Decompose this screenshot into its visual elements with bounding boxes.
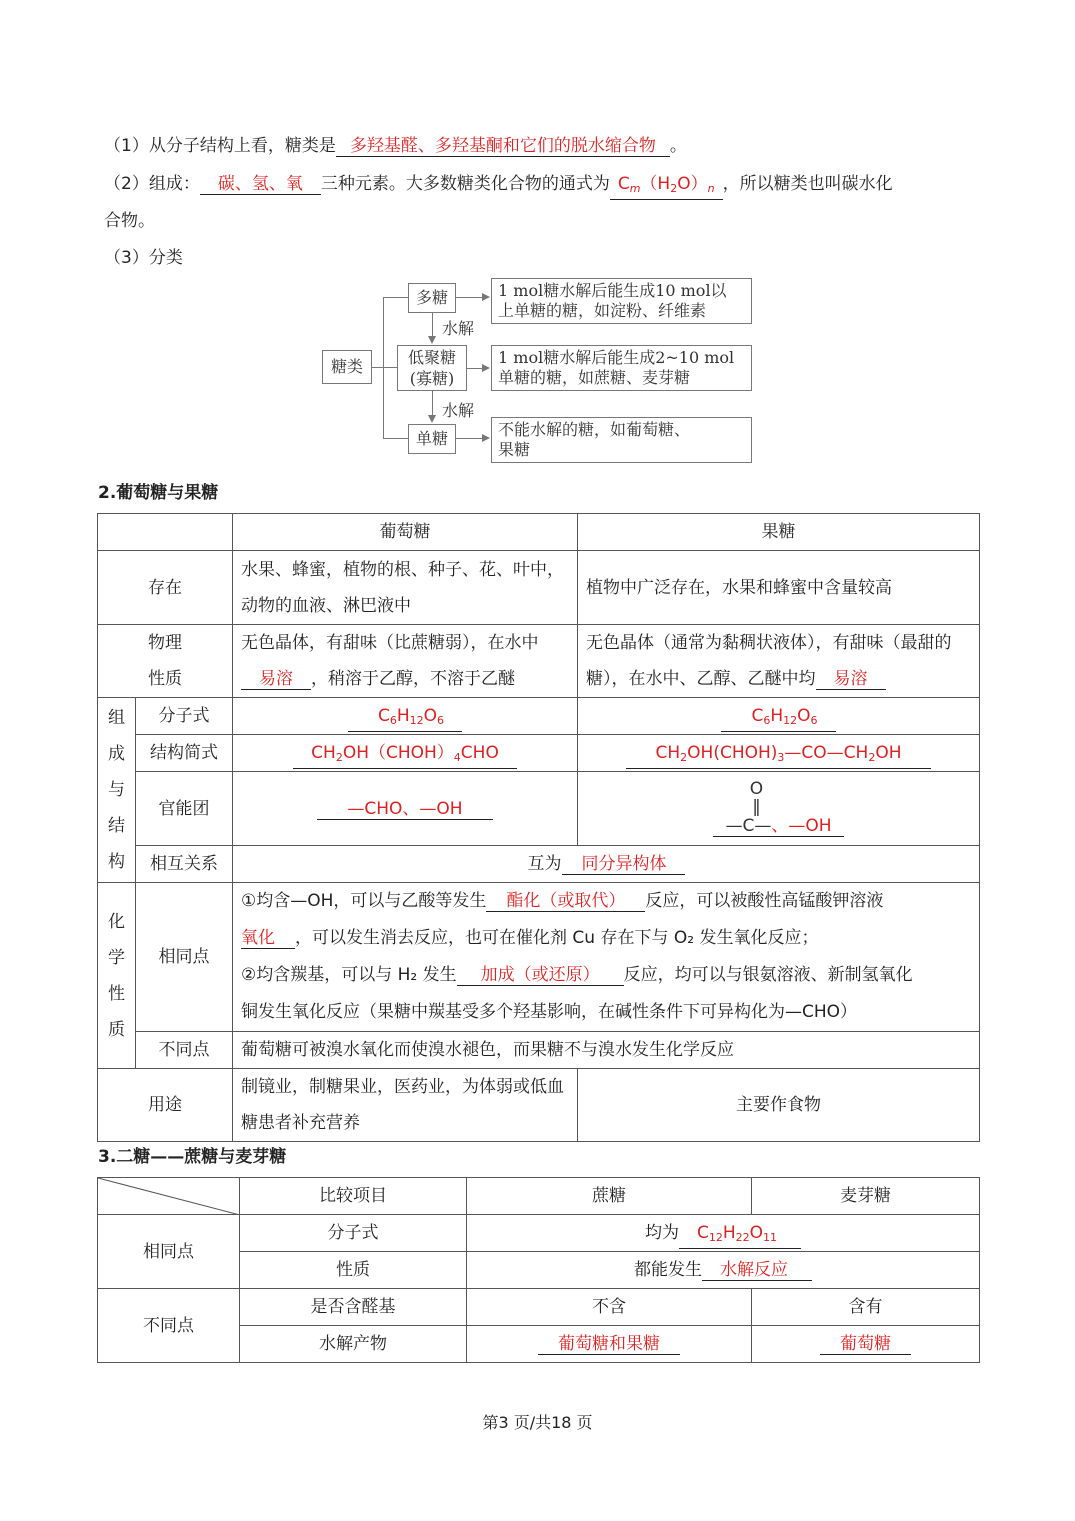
cell-text: 无色晶体（通常为黏稠状液体），有甜味（最甜的糖），在水中、乙醇、乙醚中均 xyxy=(586,633,952,689)
formula-fructose xyxy=(578,698,980,735)
desc-text: 单糖的糖，如蔗糖、麦芽糖 xyxy=(498,368,691,387)
diagonal-header xyxy=(98,1178,240,1215)
diff-properties: 葡萄糖可被溴水氧化而使溴水褪色，而果糖不与溴水发生化学反应 xyxy=(233,1032,980,1069)
answer-blank: $CH_2OH(CHOH)_3—CO—CH_2OH$ xyxy=(626,743,932,769)
label-line: 性质 xyxy=(148,669,182,689)
answer-blank: $C_6H_{12}O_6$ xyxy=(348,706,462,732)
monosaccharide-box: 单糖 xyxy=(408,424,456,454)
connector xyxy=(456,438,482,439)
aldehyde-maltose: 含有 xyxy=(752,1289,980,1326)
cell-text: 铜发生氧化反应（果糖中羰基受多个羟基影响，在碱性条件下可异构化为—CHO） xyxy=(241,1002,858,1022)
connector xyxy=(456,297,482,298)
desc-text: 1 mol糖水解后能生成10 mol以 xyxy=(498,281,727,300)
hydrolysis-label: 水解 xyxy=(442,319,475,338)
desc-box-poly xyxy=(491,278,752,324)
row-label-aldehyde: 是否含醛基 xyxy=(240,1289,467,1326)
fg-fructose xyxy=(578,772,980,846)
answer-blank: 易溶 xyxy=(816,669,886,690)
arrow-head-icon xyxy=(482,434,490,442)
row-label-functional-group: 官能团 xyxy=(136,772,233,846)
section-title: 2.葡萄糖与果糖 xyxy=(98,483,219,503)
cell-text: ②均含羰基，可以与 H₂ 发生 xyxy=(241,965,457,985)
group-label-same: 相同点 xyxy=(98,1215,240,1289)
answer-blank: 葡萄糖和果糖 xyxy=(538,1334,680,1355)
answer-blank: 氧化 xyxy=(241,928,295,949)
desc-text: 果糖 xyxy=(498,440,531,459)
physical-fructose xyxy=(578,625,980,698)
polysaccharide-box: 多糖 xyxy=(408,283,456,313)
header-glucose: 葡萄糖 xyxy=(233,514,578,551)
row-label-property: 性质 xyxy=(240,1252,467,1289)
header-item: 比较项目 xyxy=(240,1178,467,1215)
hydrolysis-arrow xyxy=(432,313,433,337)
formula-glucose xyxy=(233,698,578,735)
header-maltose: 麦芽糖 xyxy=(752,1178,980,1215)
arrow-head-icon xyxy=(428,336,436,344)
row-label-hydrolysis: 水解产物 xyxy=(240,1326,467,1363)
use-fructose: 主要作食物 xyxy=(578,1069,980,1142)
answer-blank: 葡萄糖 xyxy=(820,1334,911,1355)
answer-blank: 易溶 xyxy=(241,669,311,690)
structure-fructose xyxy=(578,735,980,772)
answer-blank: 酯化（或取代） xyxy=(486,891,645,912)
oligo-label: 低聚糖 xyxy=(407,348,456,367)
cell-text: ，稍溶于乙醇，不溶于乙醚 xyxy=(311,669,515,689)
root-box: 糖类 xyxy=(322,350,372,384)
carbonyl-bond: ‖ xyxy=(752,797,761,817)
cell-text: 反应，可以被酸性高锰酸钾溶液 xyxy=(645,891,884,911)
header-empty xyxy=(98,514,233,551)
row-label-structure: 结构简式 xyxy=(136,735,233,772)
intro-text: 三种元素。大多数糖类化合物的通式为 xyxy=(320,174,610,194)
glucose-fructose-table xyxy=(97,513,980,1142)
desc-box-mono xyxy=(491,417,752,463)
row-label-same: 相同点 xyxy=(136,883,233,1032)
hydrolysis-label: 水解 xyxy=(442,401,475,420)
hydrolysis-arrow xyxy=(432,391,433,416)
structure-glucose xyxy=(233,735,578,772)
answer-blank: —C—、—OH xyxy=(713,816,843,837)
connector xyxy=(383,297,408,298)
row-label-exist: 存在 xyxy=(98,551,233,625)
property-value xyxy=(467,1252,980,1289)
row-label-formula: 分子式 xyxy=(136,698,233,735)
intro-text: （2）组成： xyxy=(104,174,200,194)
cell-text: 无色晶体，有甜味（比蔗糖弱），在水中 xyxy=(241,633,539,653)
row-label-relation: 相互关系 xyxy=(136,846,233,883)
exist-fructose: 植物中广泛存在，水果和蜂蜜中含量较高 xyxy=(578,551,980,625)
answer-blank: 水解反应 xyxy=(702,1260,812,1281)
desc-text: 上单糖的糖，如淀粉、纤维素 xyxy=(498,301,707,320)
oligosaccharide-box xyxy=(397,345,467,391)
row-label-physical xyxy=(98,625,233,698)
intro-line-4: （3）分类 xyxy=(104,248,183,268)
cell-text: ，可以发生消去反应，也可在催化剂 Cu 存在下与 O₂ 发生氧化反应； xyxy=(295,928,819,948)
desc-text: 不能水解的糖，如葡萄糖、 xyxy=(498,420,691,439)
hydrolysis-sucrose xyxy=(467,1326,752,1363)
oligo-label-alt: (寡糖) xyxy=(409,369,455,388)
carbonyl-oxygen: O xyxy=(749,779,764,799)
section-title: 3.二糖——蔗糖与麦芽糖 xyxy=(98,1147,287,1167)
connector xyxy=(383,438,408,439)
use-glucose: 制镜业，制糖果业，医药业，为体弱或低血糖患者补充营养 xyxy=(233,1069,578,1142)
answer-blank: $C_6H_{12}O_6$ xyxy=(721,706,835,732)
group-label-chemical: 化学性质 xyxy=(98,883,136,1069)
answer-blank: $C_{12}H_{22}O_{11}$ xyxy=(679,1223,801,1249)
row-label-use: 用途 xyxy=(98,1069,233,1142)
fg-glucose xyxy=(233,772,578,846)
answer-blank: 多羟基醛、多羟基酮和它们的脱水缩合物 xyxy=(336,136,670,157)
cell-text: 都能发生 xyxy=(634,1260,702,1280)
answer-blank: 同分异构体 xyxy=(562,854,685,875)
header-sucrose: 蔗糖 xyxy=(467,1178,752,1215)
page-footer: 第3 页/共18 页 xyxy=(482,1413,593,1432)
answer-blank: —CHO、—OH xyxy=(317,799,492,820)
answer-blank: 加成（或还原） xyxy=(457,965,624,986)
arrow-head-icon xyxy=(482,364,490,372)
arrow-head-icon xyxy=(428,415,436,423)
cell-text: 互为 xyxy=(527,854,562,874)
group-label-composition: 组成与结构 xyxy=(98,698,136,883)
desc-text: 1 mol糖水解后能生成2~10 mol xyxy=(498,348,735,367)
intro-line-2 xyxy=(104,169,893,200)
disaccharide-table xyxy=(97,1177,980,1363)
intro-text: ，所以糖类也叫碳水化 xyxy=(722,174,893,194)
relation-value xyxy=(233,846,980,883)
same-properties xyxy=(233,883,980,1032)
label-line: 物理 xyxy=(148,633,182,653)
row-label-diff: 不同点 xyxy=(136,1032,233,1069)
answer-blank: 碳、氢、氧 xyxy=(200,174,321,195)
intro-line-3: 合物。 xyxy=(104,211,155,231)
aldehyde-sucrose: 不含 xyxy=(467,1289,752,1326)
header-fructose: 果糖 xyxy=(578,514,980,551)
intro-line-1 xyxy=(104,131,687,157)
exist-glucose: 水果、蜂蜜，植物的根、种子、花、叶中，动物的血液、淋巴液中 xyxy=(233,551,578,625)
intro-text: （1）从分子结构上看，糖类是 xyxy=(104,136,336,156)
arrow-head-icon xyxy=(482,293,490,301)
answer-blank: $CH_2OH(CHOH)_4CHO$ xyxy=(293,743,517,769)
cell-text: ①均含—OH，可以与乙酸等发生 xyxy=(241,891,487,911)
desc-box-oligo xyxy=(491,345,752,391)
cell-text: 均为 xyxy=(644,1223,679,1243)
intro-text: 。 xyxy=(669,136,687,156)
cell-text: 反应，均可以与银氨溶液、新制氢氧化 xyxy=(623,965,913,985)
formula-blank: $C_m(H_2O)_n$ xyxy=(610,174,723,200)
diagonal-line xyxy=(98,1178,240,1215)
connector xyxy=(467,368,482,369)
connector xyxy=(383,367,397,368)
row-label-formula: 分子式 xyxy=(240,1215,467,1252)
group-label-diff: 不同点 xyxy=(98,1289,240,1363)
physical-glucose xyxy=(233,625,578,698)
formula-value xyxy=(467,1215,980,1252)
hydrolysis-maltose xyxy=(752,1326,980,1363)
